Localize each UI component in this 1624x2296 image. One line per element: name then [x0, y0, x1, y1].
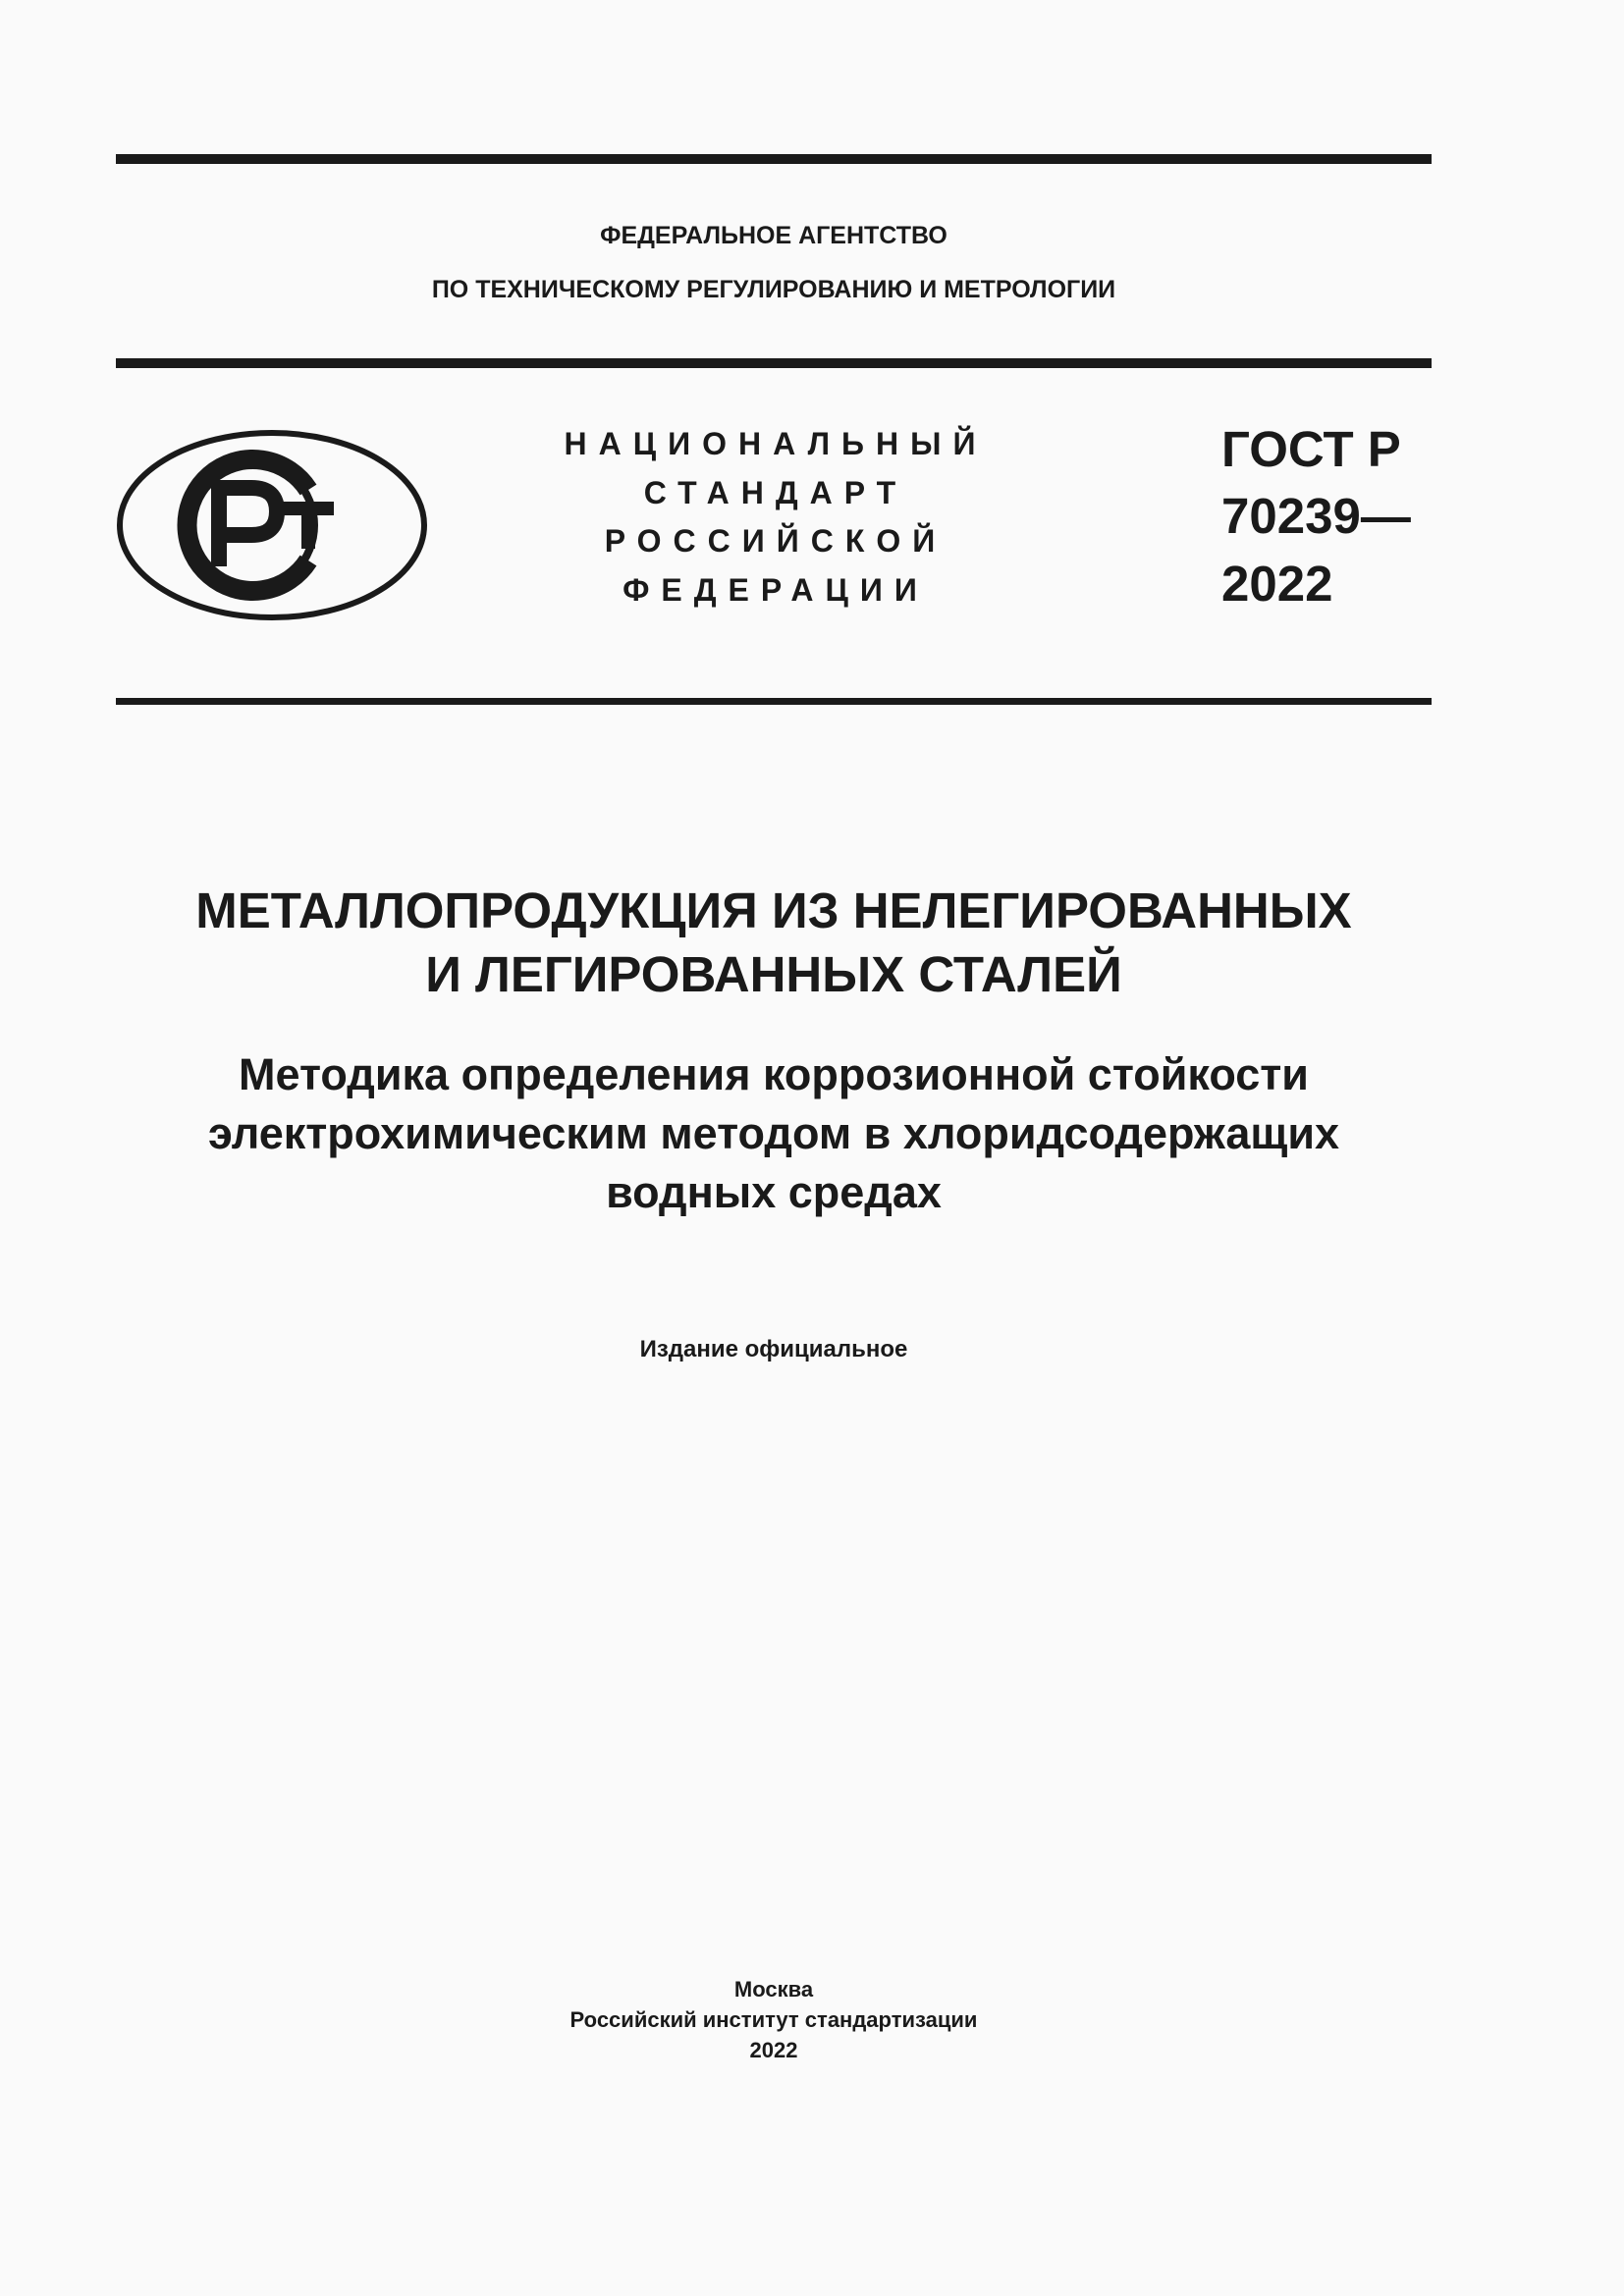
- document-subtitle-line-1: Методика определения коррозионной стойкости: [239, 1049, 1309, 1099]
- national-standard-line-1: НАЦИОНАЛЬНЫЙ: [564, 426, 988, 461]
- document-title-line-2: И ЛЕГИРОВАННЫХ СТАЛЕЙ: [425, 946, 1122, 1002]
- edition-note: Издание официальное: [639, 1336, 908, 1362]
- agency-name-line-2: ПО ТЕХНИЧЕСКОМУ РЕГУЛИРОВАНИЮ И МЕТРОЛОГИИ: [431, 276, 1116, 303]
- publication-year: 2022: [749, 2038, 798, 2062]
- document-subtitle-line-3: водных средах: [606, 1167, 942, 1217]
- national-standard-line-2: СТАНДАРТ: [643, 475, 908, 510]
- document-title-line-1: МЕТАЛЛОПРОДУКЦИЯ ИЗ НЕЛЕГИРОВАННЫХ: [195, 882, 1352, 938]
- document-subtitle-line-2: электрохимическим методом в хлоридсодержащих: [207, 1108, 1340, 1158]
- header-divider: [116, 358, 1432, 368]
- gost-designation-line-2: 70239—: [1221, 488, 1411, 544]
- agency-name-line-1: ФЕДЕРАЛЬНОЕ АГЕНТСТВО: [600, 222, 947, 249]
- gost-designation-line-3: 2022: [1221, 556, 1333, 612]
- national-standard-line-4: ФЕДЕРАЦИИ: [623, 572, 929, 608]
- rst-certification-mark-icon: [116, 429, 428, 621]
- gost-designation-line-1: ГОСТ Р: [1221, 421, 1401, 477]
- publisher-name: Российский институт стандартизации: [569, 2007, 978, 2032]
- standard-block-divider: [116, 698, 1432, 705]
- national-standard-line-3: РОССИЙСКОЙ: [604, 523, 947, 559]
- publisher-city: Москва: [733, 1977, 814, 2002]
- top-divider: [116, 154, 1432, 164]
